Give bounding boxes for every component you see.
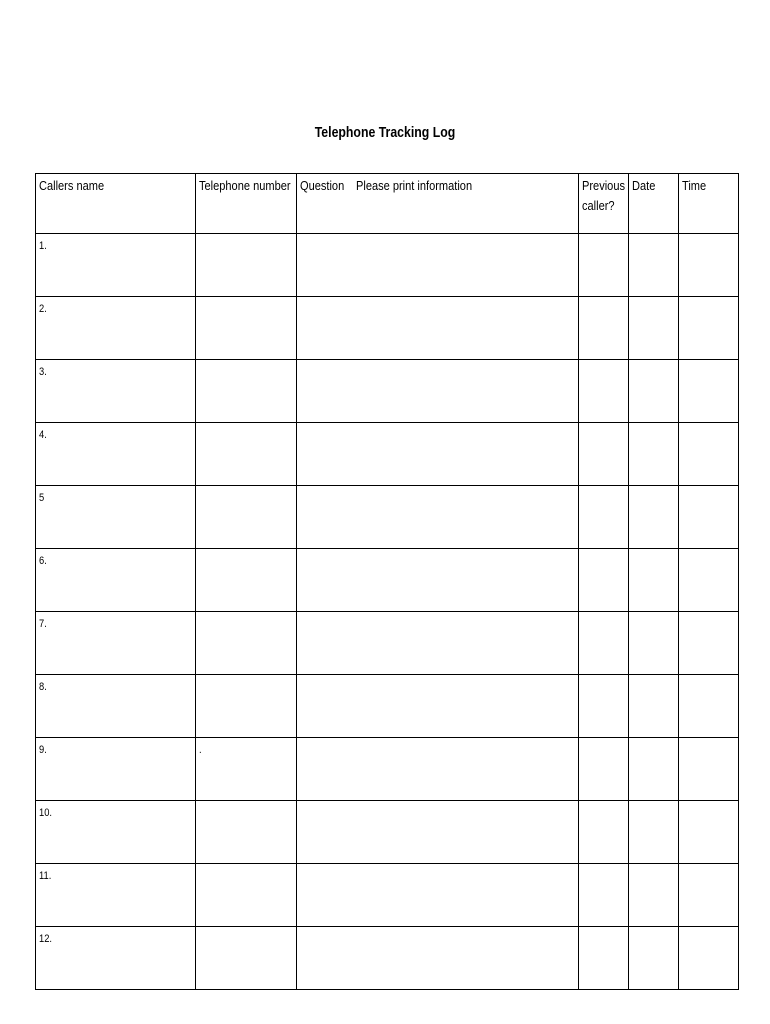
cell-date[interactable]	[629, 297, 679, 360]
table-row	[36, 423, 739, 486]
cell-telephone-number[interactable]	[196, 360, 297, 423]
row-number: 7.	[39, 618, 47, 630]
table-row	[36, 234, 739, 297]
cell-time[interactable]	[679, 675, 739, 738]
cell-time[interactable]	[679, 234, 739, 297]
cell-question[interactable]	[297, 423, 579, 486]
cell-previous-caller[interactable]	[579, 486, 629, 549]
cell-time[interactable]	[679, 927, 739, 990]
cell-date[interactable]	[629, 738, 679, 801]
cell-date[interactable]	[629, 675, 679, 738]
cell-question[interactable]	[297, 297, 579, 360]
cell-callers-name[interactable]	[36, 423, 196, 486]
cell-callers-name[interactable]	[36, 864, 196, 927]
header-previous-caller	[579, 174, 629, 234]
table-row	[36, 927, 739, 990]
cell-telephone-number[interactable]	[196, 297, 297, 360]
cell-question[interactable]	[297, 486, 579, 549]
cell-date[interactable]	[629, 801, 679, 864]
cell-previous-caller[interactable]	[579, 612, 629, 675]
cell-telephone-number[interactable]	[196, 486, 297, 549]
cell-previous-caller[interactable]	[579, 738, 629, 801]
row-number: 2.	[39, 303, 47, 315]
cell-previous-caller[interactable]	[579, 675, 629, 738]
cell-date[interactable]	[629, 549, 679, 612]
table-row	[36, 360, 739, 423]
cell-question[interactable]	[297, 549, 579, 612]
row-number: 8.	[39, 681, 47, 693]
cell-callers-name[interactable]	[36, 612, 196, 675]
table-row	[36, 738, 739, 801]
cell-date[interactable]	[629, 360, 679, 423]
cell-callers-name[interactable]	[36, 234, 196, 297]
cell-callers-name[interactable]	[36, 738, 196, 801]
header-previous-line1: Previous	[582, 178, 625, 193]
cell-question[interactable]	[297, 675, 579, 738]
table-row	[36, 675, 739, 738]
cell-telephone-number[interactable]	[196, 234, 297, 297]
cell-date[interactable]	[629, 423, 679, 486]
cell-time[interactable]	[679, 360, 739, 423]
cell-telephone-number[interactable]	[196, 801, 297, 864]
table-row	[36, 486, 739, 549]
table-row	[36, 801, 739, 864]
cell-time[interactable]	[679, 801, 739, 864]
table-row	[36, 864, 739, 927]
header-callers-name: Callers name	[36, 174, 196, 234]
cell-callers-name[interactable]	[36, 486, 196, 549]
row-number: 10.	[39, 807, 53, 819]
header-row	[36, 174, 739, 234]
cell-date[interactable]	[629, 927, 679, 990]
table-row	[36, 549, 739, 612]
cell-telephone-number[interactable]	[196, 423, 297, 486]
cell-callers-name[interactable]	[36, 675, 196, 738]
row-number: 5	[39, 492, 45, 504]
cell-time[interactable]	[679, 486, 739, 549]
header-question	[297, 174, 579, 234]
cell-time[interactable]	[679, 549, 739, 612]
cell-telephone-number[interactable]	[196, 864, 297, 927]
cell-previous-caller[interactable]	[579, 297, 629, 360]
header-previous-line2: caller?	[582, 198, 615, 213]
cell-callers-name[interactable]	[36, 801, 196, 864]
header-question-sub: Please print information	[355, 178, 472, 193]
cell-previous-caller[interactable]	[579, 801, 629, 864]
cell-date[interactable]	[629, 486, 679, 549]
cell-callers-name[interactable]	[36, 360, 196, 423]
cell-question[interactable]	[297, 612, 579, 675]
cell-callers-name[interactable]	[36, 549, 196, 612]
header-telephone-number: Telephone number	[196, 174, 297, 234]
cell-date[interactable]	[629, 612, 679, 675]
row-number: 6.	[39, 555, 47, 567]
cell-time[interactable]	[679, 612, 739, 675]
table-row	[36, 297, 739, 360]
header-date: Date	[629, 174, 679, 234]
cell-telephone-number[interactable]: .	[196, 738, 297, 801]
cell-telephone-number[interactable]	[196, 612, 297, 675]
cell-question[interactable]	[297, 864, 579, 927]
cell-previous-caller[interactable]	[579, 360, 629, 423]
document-title: Telephone Tracking Log	[314, 124, 456, 141]
row-number: 12.	[39, 933, 53, 945]
cell-telephone-number[interactable]	[196, 927, 297, 990]
cell-question[interactable]	[297, 927, 579, 990]
row-number: 9.	[39, 744, 47, 756]
cell-question[interactable]	[297, 360, 579, 423]
row-number: 3.	[39, 366, 47, 378]
row-number: 4.	[39, 429, 47, 441]
cell-question[interactable]	[297, 801, 579, 864]
cell-time[interactable]	[679, 297, 739, 360]
cell-previous-caller[interactable]	[579, 864, 629, 927]
cell-previous-caller[interactable]	[579, 549, 629, 612]
cell-telephone-number[interactable]	[196, 675, 297, 738]
cell-time[interactable]	[679, 738, 739, 801]
table-row	[36, 612, 739, 675]
cell-date[interactable]	[629, 234, 679, 297]
row-number: 1.	[39, 240, 47, 252]
cell-time[interactable]	[679, 864, 739, 927]
cell-callers-name[interactable]	[36, 297, 196, 360]
cell-date[interactable]	[629, 864, 679, 927]
row-number: 11.	[39, 870, 52, 882]
cell-time[interactable]	[679, 423, 739, 486]
tracking-log-table	[35, 173, 739, 990]
cell-previous-caller[interactable]	[579, 234, 629, 297]
cell-previous-caller[interactable]	[579, 927, 629, 990]
cell-telephone-number[interactable]	[196, 549, 297, 612]
header-time: Time	[679, 174, 739, 234]
cell-question[interactable]	[297, 234, 579, 297]
cell-question[interactable]	[297, 738, 579, 801]
header-question-label: Question	[300, 178, 345, 193]
cell-callers-name[interactable]	[36, 927, 196, 990]
cell-previous-caller[interactable]	[579, 423, 629, 486]
